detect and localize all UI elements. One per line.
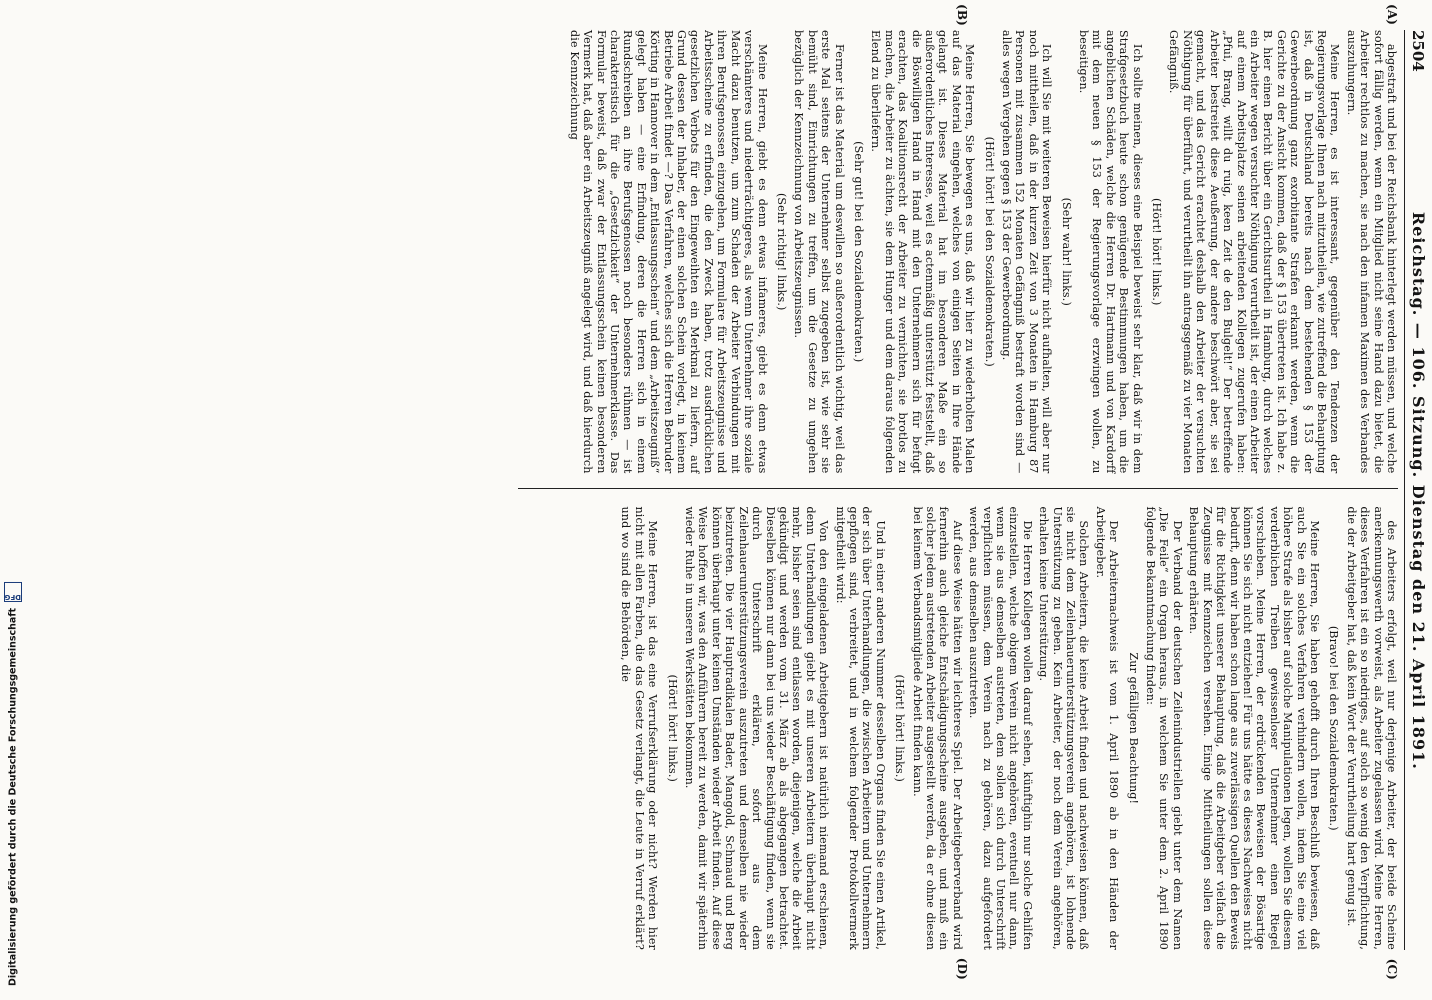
paragraph: Auf diese Weise hätten wir leichteres Spiel. Der Arbeitgeberverband wird fernerhin auch gleiche Entschädigungsscheine ausgeben, und muß ein solcher jedem austretenden Arbeiter ausgestellt werden, da er ohne diesen bei keinem Verbandsmitgliede Arbeit finden kann. (910, 506, 964, 950)
paragraph: Und in einer anderen Nummer desselben Organs finden Sie einen Artikel, der sich über Unterhandlungen, die zwischen Arbeitern und Unternehmern gepflogen sind, verbreitet, und in welchem folgender Protokollvermerk mitgetheilt wird: (833, 506, 887, 950)
margin-marker-c: (C) (1385, 958, 1399, 980)
page (96, 4, 1432, 980)
interjection: (Hört! hört! links.) (665, 674, 679, 782)
paragraph: Die Herren Kollegen wollen darauf sehen, künftighin nur solche Gehilfen einzustellen, welche obigem Verein nicht angehören, eventuell nur dann, wenn sie aus demselben austreten, dem sollen sich durch Unterschrift verpflichten müssen, dem Verein nach zu gehören, dazu aufgefordert werden, aus demselben auszutreten. (967, 506, 1034, 950)
dfg-logo-icon: DFG (4, 582, 22, 602)
margin-marker-d: (D) (955, 957, 969, 980)
credit-text: Digitalisierung gefördert durch die Deutsche Forschungsgemeinschaft (7, 608, 19, 986)
paragraph: Der Verband der deutschen Zeilenindustriellen giebt unter dem Namen „Die Feile“ ein Organ heraus, in welchem Sie unter dem 2. April 1890 folgende Bekanntmachung finden: (1144, 506, 1184, 950)
margin-marker-a: (A) (1385, 4, 1399, 26)
digitization-credit (4, 582, 22, 986)
paragraph: Solchen Arbeitern, die keine Arbeit finden und nachweisen können, daß sie nicht dem Zeilenhauerunterstützungsverein angehören, ist lohnende Unterstützung zu geben. Kein Arbeiter, der noch dem Verein angehören, erhalten keine Unterstützung. (1037, 506, 1091, 950)
interjection: (Hört! hört! links.) (893, 674, 907, 782)
paragraph: abgestraft und bei der Reichsbank hinterlegt werden müssen, und welche sofort fällig werden, wenn ein Mitglied nicht seine Hand dazu bietet, die Arbeiter rechtlos zu machen, sie nach den infamen Maximen des Verbandes auszuhungern. (1344, 30, 1398, 474)
left-column (518, 4, 1399, 489)
paragraph: Der Arbeiternachweis ist vom 1. April 1890 ab in den Händen der Arbeitgeber. (1093, 506, 1121, 950)
interjection: (Sehr gut! bei den Sozialdemokraten.) (851, 141, 865, 363)
page-header (1404, 30, 1428, 950)
interjection: (Sehr richtig! links.) (774, 192, 788, 311)
interjection: (Sehr wahr! links.) (1059, 197, 1073, 306)
columns (518, 4, 1399, 980)
paragraph: Meine Herren, giebt es denn etwas infameres, giebt es denn etwas verschämteres und niederträchtigeres, als wenn Unternehmer ihre soziale Macht dazu benutzen, um zum Schaden der Arbeiter Verbindungen mit ihren Berufsgenossen einzugehen, um Formulare für Arbeitszeugnisse und Arbeitsscheine zu erfinden, die den Zweck haben, trotz ausdrücklichen gesetzlichen Verbots für den Eingeweihten ein Merkmal zu liefern, auf Grund dessen der Inhaber, der einen solchen Schein vorlegt, in keinem Betriebe Arbeit findet —? Das Verfahren, welches sich die Herren Bebruder Körting in Hannover in dem „Entlassungsschein“ und dem „Arbeitszeugniß“ gelegt haben — eine Erfindung, deren die Herren sich in einem Rundschreiben an ihre Berufsgenossen noch besonders rühmen — ist charakteristisch für die „Gesetzlichkeit“ der Unternehmerklasse. Das Formular beweist, daß zwar der Entlassungsschein keinen besonderen Vermerk hat, daß aber ein Arbeitszeugniß angelegt wird, und daß hierdurch die Kennzeichnung (567, 30, 769, 474)
margin-marker-b: (B) (955, 4, 969, 26)
interjection: (Hört! hört! bei den Sozialdemokraten.) (982, 136, 996, 367)
quote-title: Zur gefälligen Beachtung! (1126, 652, 1140, 805)
interjection: (Hört! hört! links.) (1150, 197, 1164, 306)
paragraph: Meine Herren, Sie bewegen es uns, daß wir hier zu wiederholten Malen auf das Material eingehen, welches von einigen Seiten in Ihre Hände gelangt ist. Dieses Material hat im besonderen Maße ein so außerordentliches Interesse, weil es actenmäßig unterstützt feststellt, daß die Böswilligen Hand in Hand mit den Unternehmern sich für befugt erachten, das Koalitionsrecht der Arbeiter zu vernichten, sie brotlos zu machen, die Arbeiter zu ächten, sie dem Hunger und dem daraus folgenden Elend zu überliefern. (869, 30, 977, 474)
paragraph: Meine Herren, ist das eine Verrufserklärung oder nicht? Werden hier nicht mit allen Farben, die das Gesetz verlangt, die Leute in Verruf erklärt? und wo sind die Behörden, die (619, 506, 660, 950)
interjection: (Bravo! bei den Sozialdemokraten.) (1327, 625, 1341, 831)
paragraph: Meine Herren, es ist interessant, gegenüber den Tendenzen der Regierungsvorlage Ihnen nach mitzutheilen, wie zutreffend die Behauptung ist, daß in Deutschland bereits nach dem bestehenden § 153 der Gewerbeordnung ganz exorbitante Strafen erkannt werden, wenn die Gerichte zu der Ansicht kommen, daß der § 153 übertreten ist. Ich habe z. B. hier einen Bericht über ein Gerichtsurtheil in Hamburg, durch welches ein Arbeiter wegen versuchter Nöthigung verurtheilt ist, der einen Arbeiter auf einem Arbeitsplatze seinen arbeitenden Kollegen zugerufen haben: „Pfui, Brang, willt du ruig, keen Zeit de den Bulgelt!“ Der betreffende Arbeiter bestreitet diese Aeußerung, der andere beschwört aber, sie sei gemacht, und das Gericht erachtet deshalb den Arbeiter der versuchten Nöthigung für überführt, und verurtheilt ihn antragsgemäß zu vier Monaten Gefängniß. (1167, 30, 1342, 474)
paragraph: Ferner ist das Material um deswillen so außerordentlich wichtig, weil das erste Mal seitens der Unternehmer selbst zugegeben ist, wie sehr sie bemüht sind, Einrichtungen zu treffen, um die Gesetze zu umgehen bezüglich der Kennzeichnung von Arbeitszeugnissen. (792, 30, 846, 474)
paragraph: Meine Herren, Sie haben gehofft durch Ihren Beschluß bewiesen, daß auch Sie ein solches Verfahren verhindern wollen, indem Sie eine viel höhere Strafe als bisher auf solche Manipulationen legen, wollen Sie diesem verderblichen Treiben gewissenloser Unternehmer einen Riegel vorschieben. Meine Herren, der erdrückenden Beweisen der Bösartige können Sie sich nicht entziehen! Für uns hätte es dieses Nachweises nicht bedurft, denn wir haben schon lange aus zuverlässigen Quellen den Beweis für die Richtigkeit unserer Behauptung, daß die Arbeitgeber vielfach die Zeugnisse mit Kennzeichen versehen. Einige Mittheilungen sollen diese Behauptung erhärten. (1187, 506, 1321, 950)
paragraph: Ich will Sie mit weiteren Beweisen hierfür nicht aufhalten, will aber nur noch mittheilen, daß in der kurzen Zeit von 3 Monaten in Hamburg 87 Personen mit zusammen 152 Monaten Gefängniß bestraft worden sind — alles wegen Vergehen gegen § 153 der Gewerbeordnung. (1000, 30, 1054, 474)
paragraph: Von den eingeladenen Arbeitgebern ist natürlich niemand erschienen, denn Unterhandlungen giebt es mit unseren Arbeitern überhaupt nicht mehr, bisher seien sind entlassen worden, diejenigen, welche die Arbeit gekündigt und werden vom 31. März ab als abgegangen betrachtet. Dieselben können nur dann bei uns wieder Beschäftigung finden, wenn sie durch Unterschrift erklären, sofort aus dem Zeilenhauerunterstützungsverein auszutreten und demselben nie wieder beizutreten. Die vier Hauptradikalen Bader, Mangold, Schmaud und Berg können überhaupt unter keinen Umständen wieder Arbeit finden. Auf diese Weise hoffen wir, was den Anführern bereit zu werden, damit wir späterhin wieder Ruhe in unseren Werkstätten bekommen. (683, 506, 831, 950)
rotated-content (96, 4, 1432, 980)
right-column (518, 506, 1399, 980)
page-title: Reichstag. — 106. Sitzung. Dienstag den 21. April 1891. (1409, 211, 1428, 770)
paragraph: des Arbeiters erfolgt, weil nur derjenige Arbeiter, der beide Scheine anerkennungswerth vorweist, als Arbeiter zugelassen wird. Meine Herren, dieses Verfahren ist ein so niedriges, auf solch so wenig den Verpflichtung, die der Arbeitgeber hat, daß kein Wort der Verurtheilung hart genug ist. (1344, 506, 1398, 950)
page-number: 2504 (1409, 30, 1427, 72)
paragraph: Ich sollte meinen, dieses eine Beispiel beweist sehr klar, daß wir in dem Strafgesetzbuch heute schon genügende Bestimmungen haben, um die angeblichen Schäden, welche die Herren Dr. Hartmann und von Kardorff mit dem neuen § 153 der Regierungsvorlage erzwingen wollen, zu beseitigen. (1077, 30, 1144, 474)
